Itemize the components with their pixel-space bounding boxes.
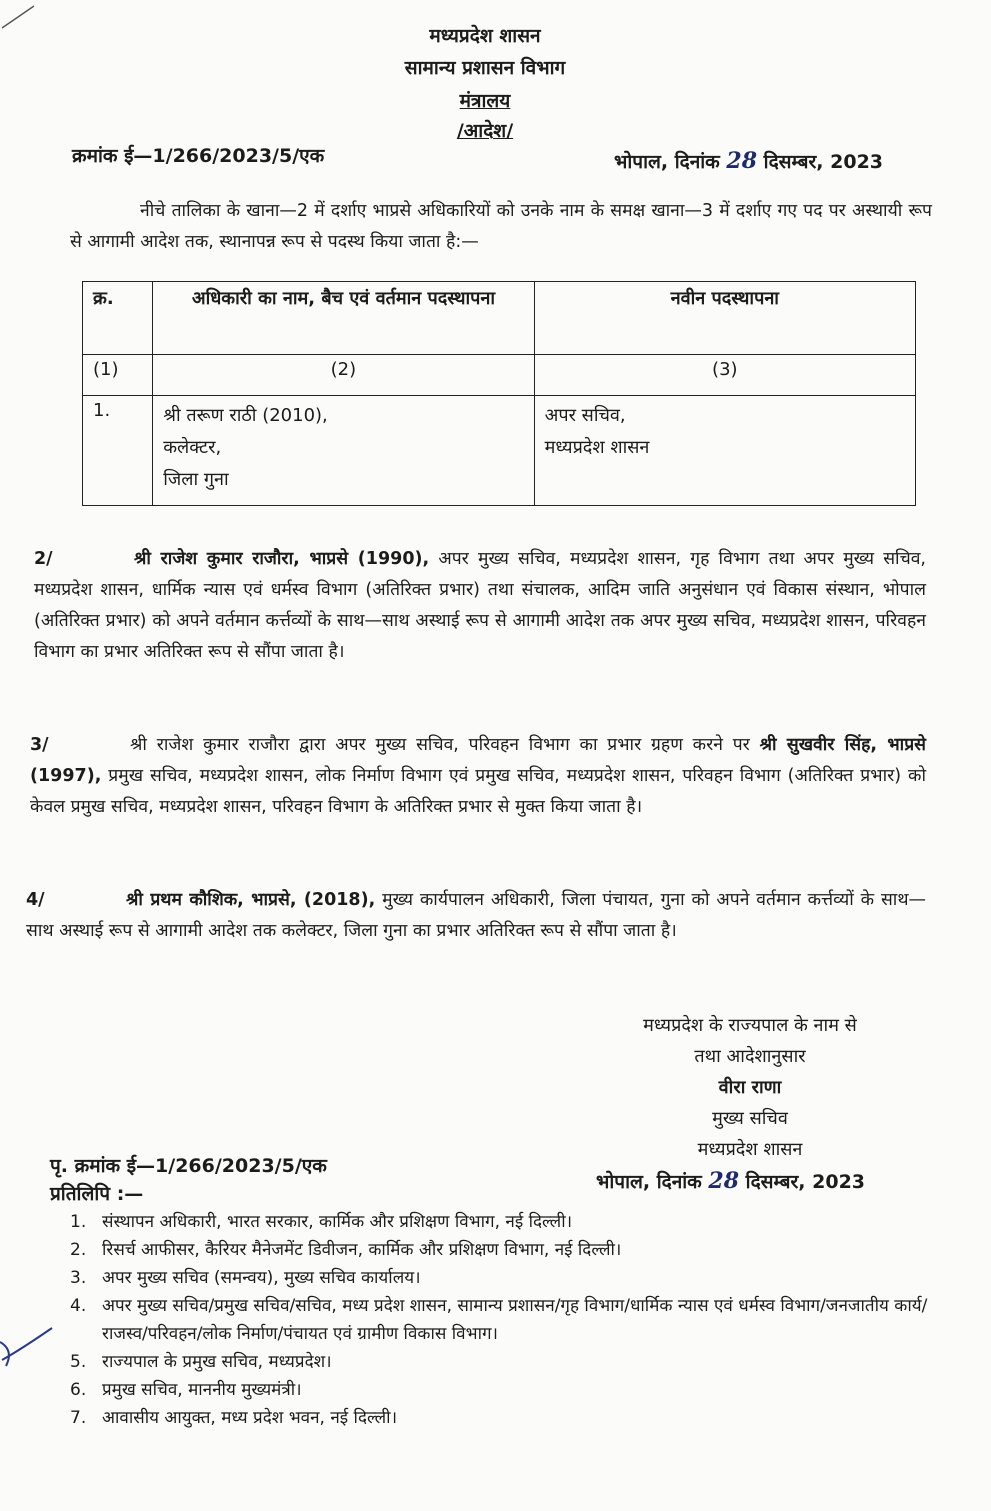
intro-paragraph: नीचे तालिका के खाना—2 में दर्शाए भाप्रसे अधिकारियों को उनके नाम के समक्ष खाना—3 में दर्शाए गए पद पर अस्थायी रूप से आगामी आदेश तक, स्थानापन्न रूप से पदस्थ किया जाता है:— [70, 201, 932, 252]
table-header-row [83, 282, 916, 355]
paragraph-4 [26, 885, 926, 947]
signatory-name: वीरा राणा [718, 1077, 782, 1098]
officer-district: जिला गुना [163, 469, 229, 490]
list-item: 7. आवासीय आयुक्त, मध्य प्रदेश भवन, नई दिल्ली। [70, 1408, 398, 1428]
paragraph-3-number: 3/ [30, 735, 49, 755]
table-cell-new-posting [534, 396, 915, 506]
signatory-office: मध्यप्रदेश शासन [697, 1139, 803, 1160]
paragraph-3-text: प्रमुख सचिव, मध्यप्रदेश शासन, लोक निर्माण विभाग एवं प्रमुख सचिव, मध्यप्रदेश शासन, परिवहन विभाग (अतिरिक्त प्रभार) को केवल प्रमुख सचिव, मध्यप्रदेश शासन, परिवहन विभाग के अतिरिक्त प्रभार से मुक्त किया जाता है। [30, 766, 926, 817]
posting-office: मध्यप्रदेश शासन [544, 437, 650, 458]
paragraph-2-number: 2/ [34, 549, 53, 569]
endorsement-date-suffix: दिसम्बर, 2023 [745, 1171, 866, 1193]
table-header-new-posting: नवीन पदस्थापना [534, 282, 915, 355]
paragraph-4-officer: श्री प्रथम कौशिक, भाप्रसे, (2018), [126, 890, 376, 910]
paragraph-2-officer: श्री राजेश कुमार राजौरा, भाप्रसे (1990), [134, 549, 430, 569]
list-item: 3. अपर मुख्य सचिव (समन्वय), मुख्य सचिव कार्यालय। [70, 1268, 421, 1288]
signature-line-order: तथा आदेशानुसार [694, 1046, 806, 1067]
endorsement-date-prefix: भोपाल, दिनांक [596, 1171, 702, 1193]
header-department: सामान्य प्रशासन विभाग [404, 57, 566, 79]
table-header-sno: क्र. [83, 282, 153, 355]
table-cell-sno: 1. [83, 396, 153, 506]
table-colnum-2: (2) [153, 355, 534, 396]
paragraph-3 [30, 730, 926, 823]
endorsement-date [596, 1168, 865, 1194]
copy-label: प्रतिलिपि :— [50, 1183, 144, 1205]
posting-designation: अपर सचिव, [544, 405, 626, 426]
order-date-day: 28 [726, 148, 758, 174]
paragraph-4-text: मुख्य कार्यपालन अधिकारी, जिला पंचायत, गुना को अपने वर्तमान कर्त्तव्यों के साथ—साथ अस्थाई रूप से आगामी आदेश तक कलेक्टर, जिला गुना का प्रभार अतिरिक्त रूप से सौंपा जाता है। [26, 890, 926, 941]
table-colnum-3: (3) [534, 355, 915, 396]
officer-designation: कलेक्टर, [163, 437, 222, 458]
copy-list [70, 1208, 930, 1432]
order-date-prefix: भोपाल, दिनांक [614, 151, 720, 173]
table-cell-officer [153, 396, 534, 506]
list-item: 5. राज्यपाल के प्रमुख सचिव, मध्यप्रदेश। [70, 1352, 332, 1372]
paragraph-2 [34, 544, 926, 668]
pen-stroke-top-left [0, 0, 40, 40]
table-header-officer: अधिकारी का नाम, बैच एवं वर्तमान पदस्थापना [153, 282, 534, 355]
posting-table [82, 281, 916, 506]
header-state-government: मध्यप्रदेश शासन [429, 25, 541, 47]
officer-name: श्री तरूण राठी (2010), [163, 405, 328, 426]
order-date [614, 148, 883, 174]
list-item: 6. प्रमुख सचिव, माननीय मुख्यमंत्री। [70, 1380, 302, 1400]
pen-stroke-left-margin [0, 1320, 60, 1380]
header-ministry: मंत्रालय [459, 90, 511, 112]
table-colnum-1: (1) [83, 355, 153, 396]
paragraph-2-text: अपर मुख्य सचिव, मध्यप्रदेश शासन, गृह विभाग तथा अपर मुख्य सचिव, मध्यप्रदेश शासन, धार्मिक न्यास एवं धर्मस्व विभाग (अतिरिक्त प्रभार) तथा संचालक, आदिम जाति अनुसंधान एवं विकास संस्थान, भोपाल (अतिरिक्त प्रभार) को अपने वर्तमान कर्त्तव्यों के साथ—साथ अस्थाई रूप से आगामी आदेश तक अपर मुख्य सचिव, मध्यप्रदेश शासन, परिवहन विभाग का प्रभार अतिरिक्त रूप से सौंपा जाता है। [34, 549, 926, 662]
endorsement-date-day: 28 [708, 1168, 740, 1194]
paragraph-3-officer: श्री सुखवीर सिंह, भाप्रसे (1997), [30, 735, 926, 786]
list-item: 4. अपर मुख्य सचिव/प्रमुख सचिव/सचिव, मध्य प्रदेश शासन, सामान्य प्रशासन/गृह विभाग/धार्मिक न्यास एवं धर्मस्व विभाग/जनजातीय कार्य/राजस्व/परिवहन/लोक निर्माण/पंचायत एवं ग्रामीण विकास विभाग। [70, 1296, 928, 1344]
signature-line-governor: मध्यप्रदेश के राज्यपाल के नाम से [643, 1015, 857, 1036]
endorsement-number: पृ. क्रमांक ई—1/266/2023/5/एक [50, 1155, 327, 1177]
paragraph-3-text-a: श्री राजेश कुमार राजौरा द्वारा अपर मुख्य सचिव, परिवहन विभाग का प्रभार ग्रहण करने पर [130, 735, 760, 755]
list-item: 2. रिसर्च आफीसर, कैरियर मैनेजमेंट डिवीजन, कार्मिक और प्रशिक्षण विभाग, नई दिल्ली। [70, 1240, 622, 1260]
table-row [83, 396, 916, 506]
table-column-number-row [83, 355, 916, 396]
header-order-label: /आदेश/ [456, 120, 514, 142]
paragraph-4-number: 4/ [26, 890, 45, 910]
list-item: 1. संस्थापन अधिकारी, भारत सरकार, कार्मिक और प्रशिक्षण विभाग, नई दिल्ली। [70, 1212, 573, 1232]
signatory-designation: मुख्य सचिव [712, 1108, 788, 1129]
signature-block [560, 1010, 940, 1165]
order-date-suffix: दिसम्बर, 2023 [763, 151, 884, 173]
order-number: क्रमांक ई—1/266/2023/5/एक [72, 145, 325, 167]
